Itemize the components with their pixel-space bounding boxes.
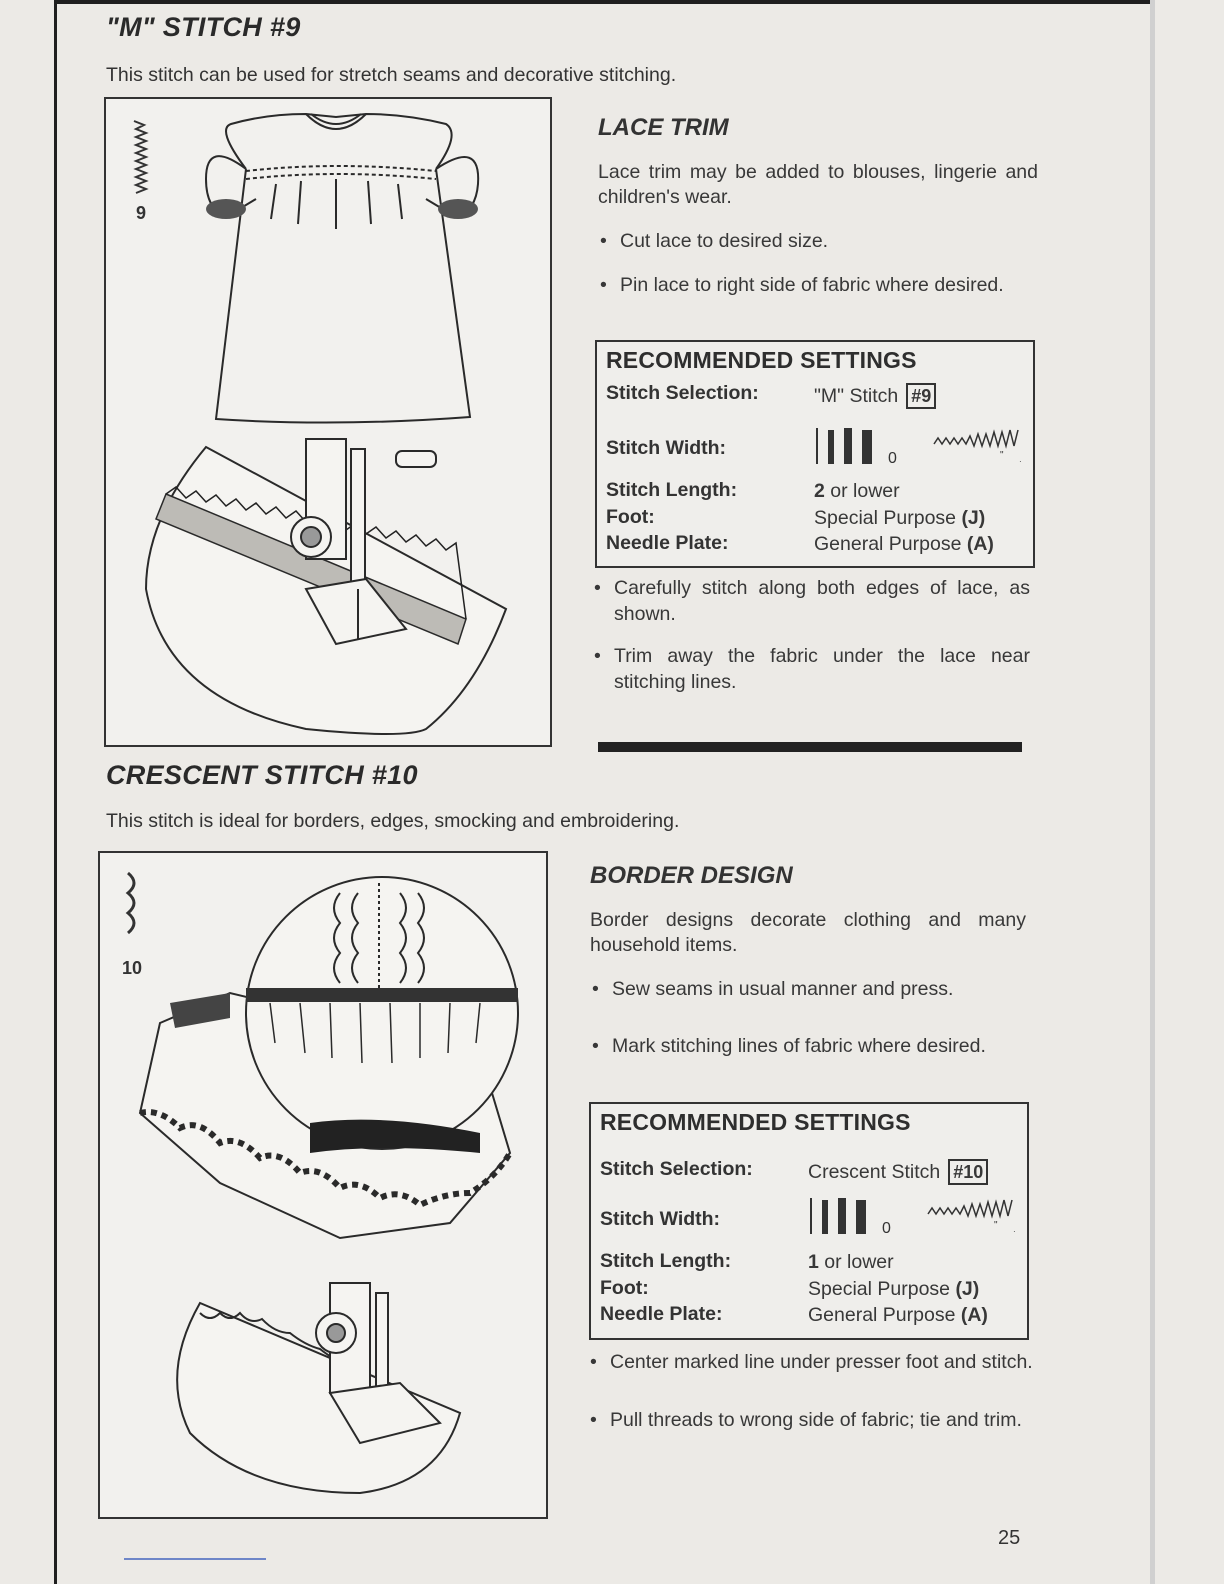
lace-bullet-3: • Carefully stitch along both edges of lace, as shown. [594, 577, 1030, 625]
lace-bullet-2: • Pin lace to right side of fabric where desired. [600, 274, 1004, 296]
m-stitch-thumb-number: 9 [136, 203, 147, 223]
settings-header-2: RECOMMENDED SETTINGS [600, 1109, 911, 1135]
stitch-length-value: 2 or lower [814, 480, 900, 502]
page-edge-right [1150, 0, 1155, 1584]
stitch-number-badge: #9 [906, 383, 936, 409]
magnified-detail-circle [246, 877, 518, 1149]
needle-plate-value-2: General Purpose (A) [808, 1304, 988, 1326]
svg-text:·: · [1013, 1227, 1016, 1236]
stitch-number-badge-2: #10 [948, 1159, 988, 1185]
subtitle-lace-trim: LACE TRIM [598, 114, 729, 141]
gathered-band [246, 988, 518, 1002]
recommended-settings-m-stitch [595, 340, 1035, 568]
stitch-selection-value-2: Crescent Stitch #10 [808, 1159, 988, 1185]
stitch-selection-value: "M" Stitch #9 [814, 383, 936, 409]
border-bullet-1: • Sew seams in usual manner and press. [592, 978, 954, 1000]
foot-label-2: Foot: [600, 1277, 649, 1299]
stitch-width-dial-icon-2 [808, 1194, 1018, 1240]
settings-header: RECOMMENDED SETTINGS [606, 347, 917, 373]
stitch-width-label-2: Stitch Width: [600, 1208, 721, 1230]
border-bullet-2: • Mark stitching lines of fabric where desired. [592, 1035, 986, 1057]
width-dial-zero: 0 [888, 450, 897, 467]
stitch-selection-label-2: Stitch Selection: [600, 1158, 753, 1180]
width-dial-zero-2: 0 [882, 1220, 891, 1237]
stitch-length-label: Stitch Length: [606, 479, 738, 501]
border-design-paragraph: Border designs decorate clothing and many household items. [590, 909, 1026, 956]
stitch-length-label-2: Stitch Length: [600, 1250, 732, 1272]
lace-trim-illustration [104, 97, 552, 747]
foot-value: Special Purpose (J) [814, 507, 986, 529]
stitch-width-label: Stitch Width: [606, 437, 727, 459]
subtitle-border-design: BORDER DESIGN [590, 862, 793, 889]
section-intro-m-stitch: This stitch can be used for stretch seams and decorative stitching. [106, 64, 677, 86]
section-divider-bar [598, 742, 1022, 752]
recommended-settings-crescent-stitch [589, 1102, 1029, 1340]
border-design-illustration [98, 851, 548, 1519]
lace-bullet-4: • Trim away the fabric under the lace near stitching lines. [594, 645, 1030, 693]
foot-value-2: Special Purpose (J) [808, 1278, 980, 1300]
needle-plate-label-2: Needle Plate: [600, 1303, 723, 1325]
section-title-crescent-stitch: CRESCENT STITCH #10 [106, 760, 418, 790]
border-design-drawing [100, 853, 546, 1517]
svg-text:": " [994, 1220, 998, 1231]
lace-trim-paragraph: Lace trim may be added to blouses, lingerie and children's wear. [598, 161, 1038, 208]
crescent-stitch-thumb-number: 10 [122, 958, 143, 978]
page-edge-top [54, 0, 1154, 4]
dress-drawing [206, 114, 478, 423]
needle-plate-value: General Purpose (A) [814, 533, 994, 555]
page-edge-left [54, 0, 57, 1584]
stitch-width-dial-icon [814, 424, 1024, 470]
border-bullet-3: • Center marked line under presser foot and stitch. [590, 1351, 1033, 1373]
needle-plate-label: Needle Plate: [606, 532, 729, 554]
page-number: 25 [998, 1527, 1021, 1549]
crescent-stitch-sample-icon [128, 873, 134, 933]
stitch-selection-label: Stitch Selection: [606, 382, 759, 404]
svg-text:·: · [1019, 457, 1022, 466]
section-intro-crescent-stitch: This stitch is ideal for borders, edges, smocking and embroidering. [106, 810, 680, 832]
stitch-length-value-2: 1 or lower [808, 1251, 894, 1273]
m-stitch-sample-icon [134, 121, 146, 193]
left-cuff-lace [206, 199, 246, 219]
lace-trim-drawing [106, 99, 550, 745]
section-title-m-stitch: "M" STITCH #9 [106, 12, 301, 42]
bottom-link-underline [124, 1558, 266, 1560]
border-bullet-4: • Pull threads to wrong side of fabric; tie and trim. [590, 1409, 1022, 1431]
svg-text:": " [1000, 450, 1004, 461]
foot-label: Foot: [606, 506, 655, 528]
lace-bullet-1: • Cut lace to desired size. [600, 230, 829, 252]
right-cuff-lace [438, 199, 478, 219]
